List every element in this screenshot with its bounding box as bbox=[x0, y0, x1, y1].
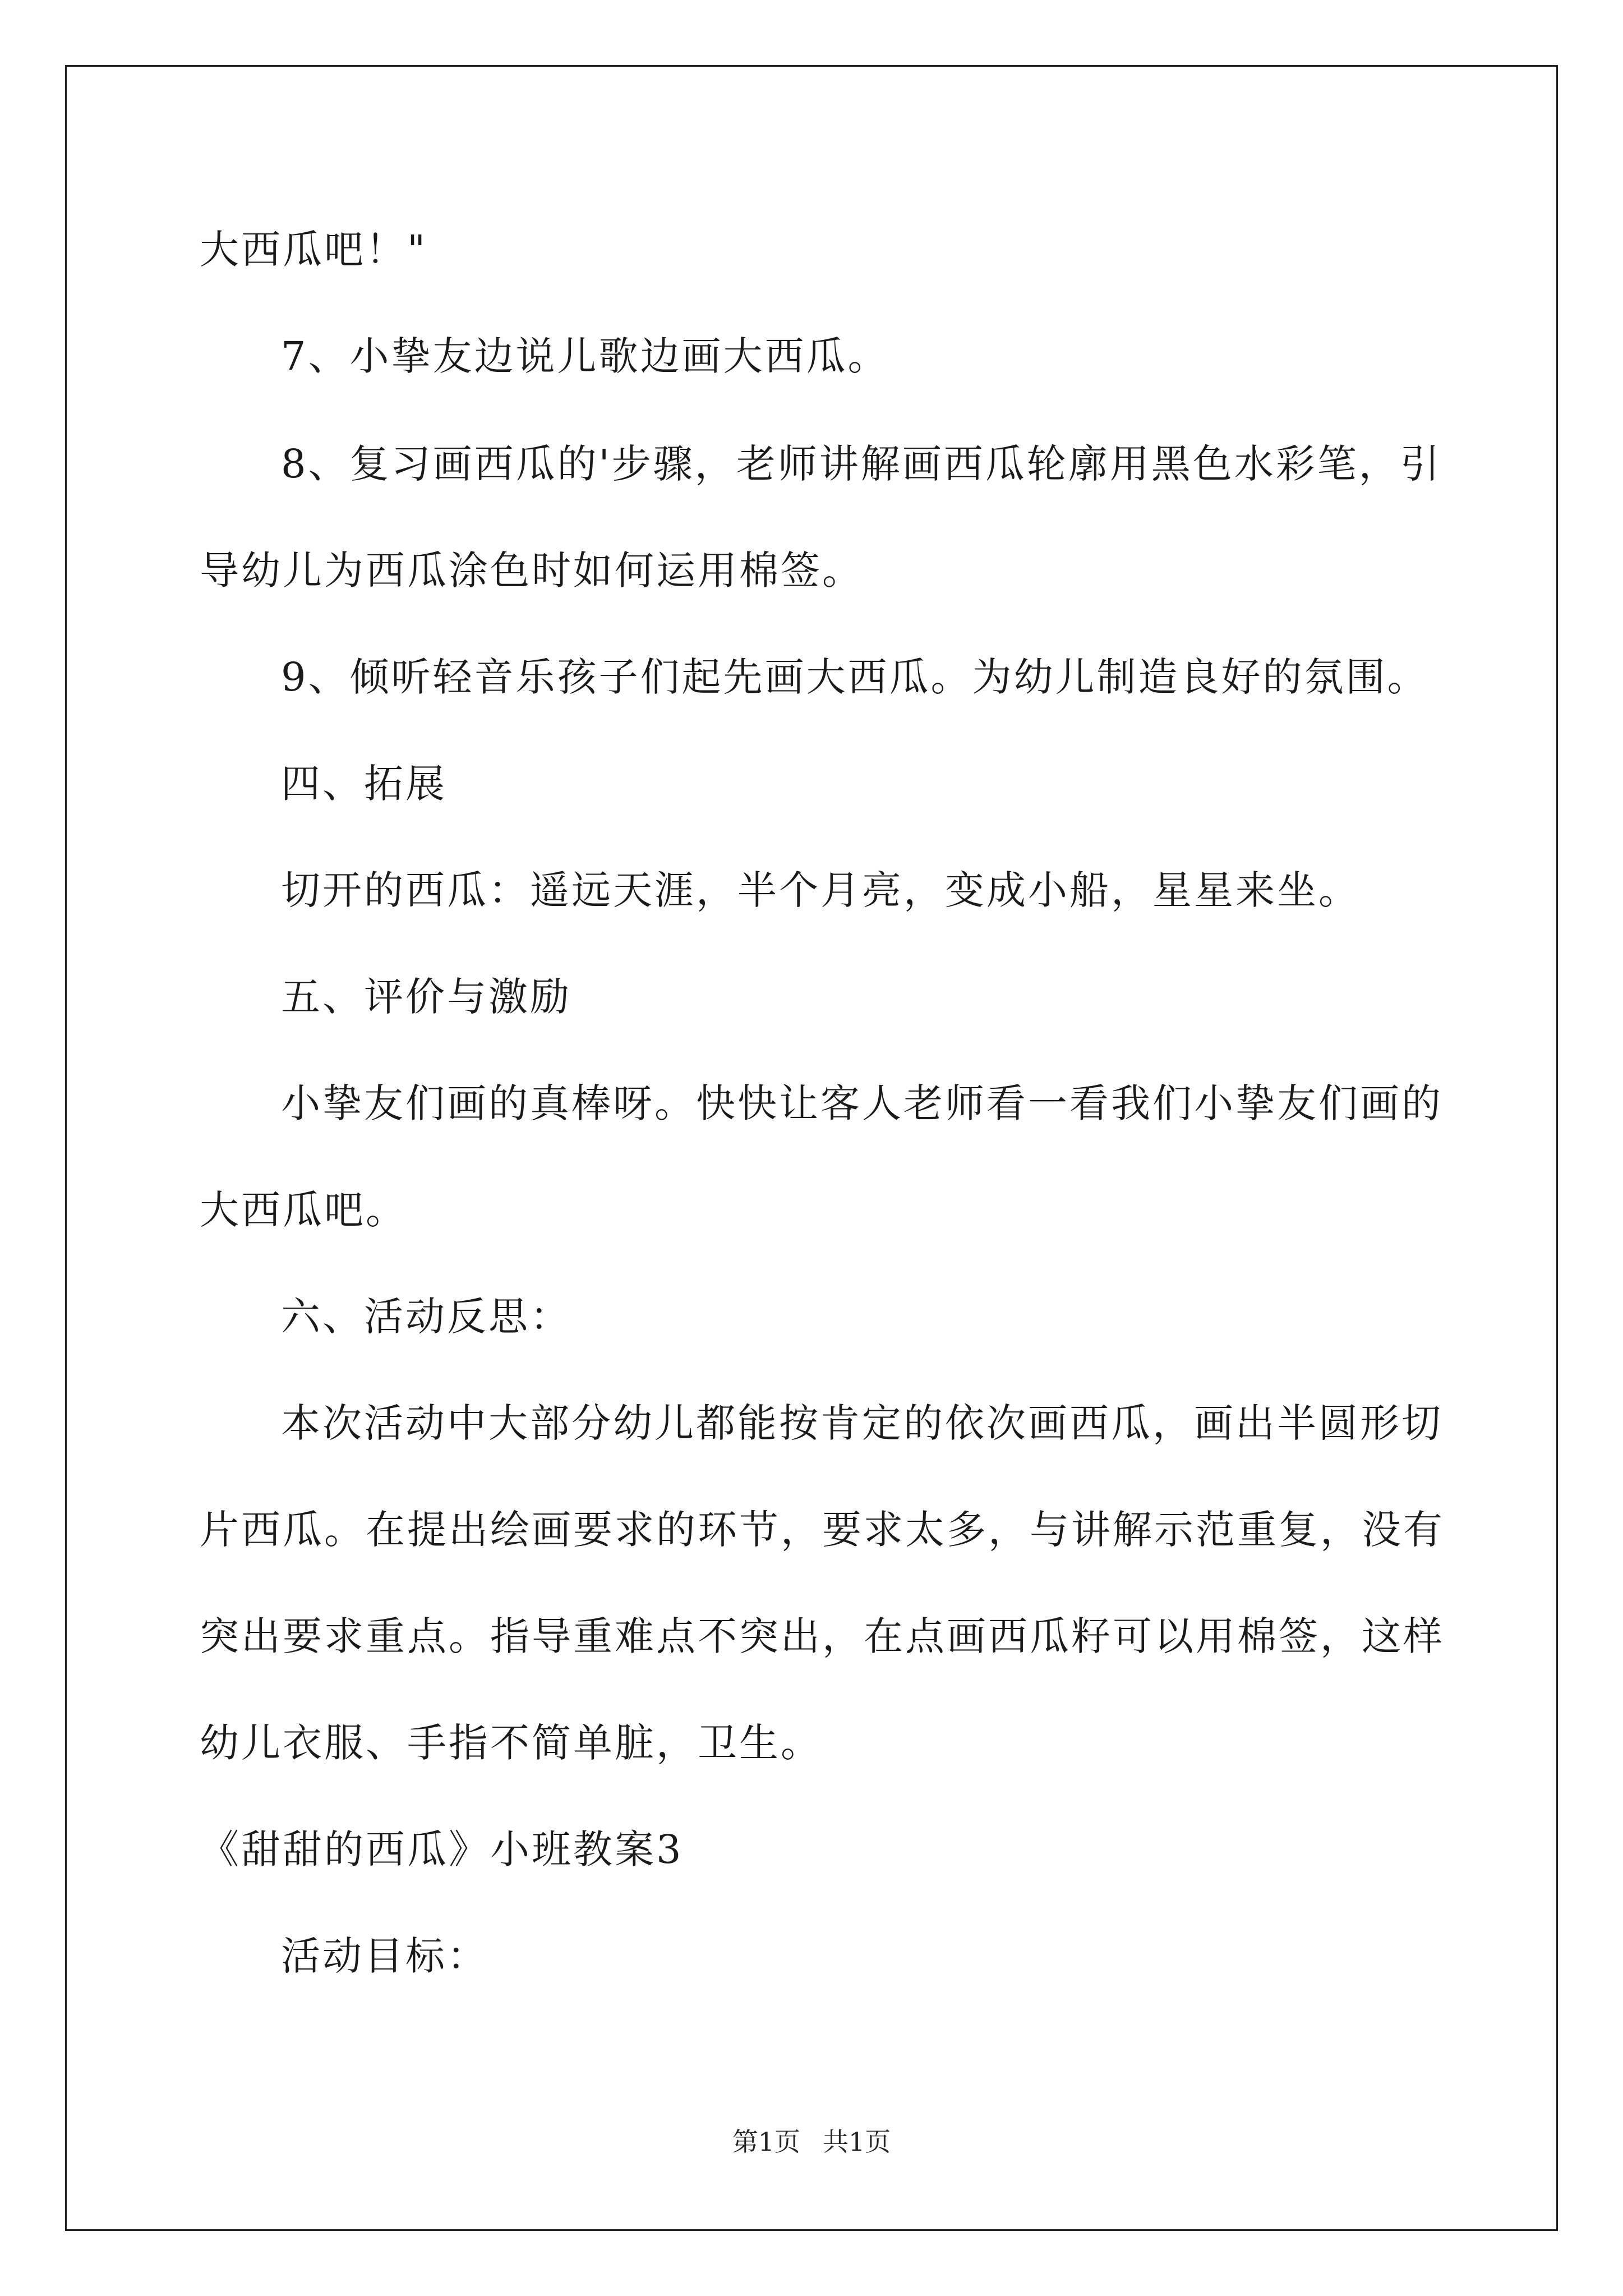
text-line: 导幼儿为西瓜涂色时如何运用棉签。 bbox=[200, 547, 864, 593]
section-heading: 六、活动反思： bbox=[281, 1294, 571, 1340]
text-line: 大西瓜吧！" bbox=[200, 227, 428, 273]
text-line: 突出要求重点。指导重难点不突出，在点画西瓜籽可以用棉签，这样 bbox=[200, 1613, 1445, 1659]
text-line: 幼儿衣服、手指不简单脏，卫生。 bbox=[200, 1720, 822, 1766]
text-line: 本次活动中大部分幼儿都能按肯定的依次画西瓜，画出半圆形切 bbox=[281, 1400, 1443, 1446]
document-title: 《甜甜的西瓜》小班教案3 bbox=[200, 1826, 684, 1872]
text-line: 小挚友们画的真棒呀。快快让客人老师看一看我们小挚友们画的 bbox=[281, 1080, 1443, 1126]
page-footer bbox=[0, 2125, 1623, 2159]
text-line: 8、复习画西瓜的'步骤，老师讲解画西瓜轮廓用黑色水彩笔，引 bbox=[281, 441, 1442, 487]
text-line: 大西瓜吧。 bbox=[200, 1187, 407, 1233]
page-total: 共1页 bbox=[823, 2127, 891, 2157]
page-number: 第1页 bbox=[732, 2127, 800, 2157]
text-line: 7、小挚友边说儿歌边画大西瓜。 bbox=[281, 333, 889, 379]
section-heading: 四、拓展 bbox=[281, 761, 447, 807]
text-line: 片西瓜。在提出绘画要求的环节，要求太多，与讲解示范重复，没有 bbox=[200, 1507, 1445, 1553]
page-border bbox=[65, 65, 1558, 2231]
section-heading: 五、评价与激励 bbox=[281, 974, 571, 1020]
text-line: 切开的西瓜：遥远天涯，半个月亮，变成小船，星星来坐。 bbox=[281, 867, 1360, 913]
text-line: 9、倾听轻音乐孩子们起先画大西瓜。为幼儿制造良好的氛围。 bbox=[281, 654, 1429, 700]
section-heading: 活动目标： bbox=[281, 1933, 488, 1979]
